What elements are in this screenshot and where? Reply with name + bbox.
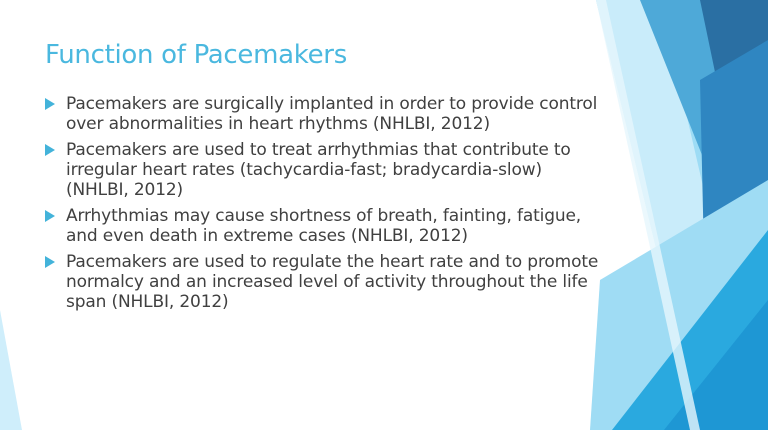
triangle-bullet-icon [45, 144, 55, 156]
bullet-list [45, 94, 605, 318]
bullet-text: Pacemakers are surgically implanted in order to provide control over abnormalities in heart rhythms (NHLBI, 2012) [66, 94, 598, 134]
triangle-bullet-icon [45, 98, 55, 110]
triangle-bullet-icon [45, 210, 55, 222]
bullet-item [45, 140, 605, 200]
bullet-text: Pacemakers are used to treat arrhythmias that contribute to irregular heart rates (tachycardia-fast; bradycardia-slow) (NHLBI, 2012) [66, 140, 571, 200]
bullet-text: Pacemakers are used to regulate the heart rate and to promote normalcy and an increased level of activity throughout the life span (NHLBI, 2012) [66, 252, 599, 312]
triangle-bullet-icon [45, 256, 55, 268]
left-edge-facet [0, 310, 22, 430]
bullet-text: Arrhythmias may cause shortness of breath, fainting, fatigue, and even death in extreme cases (NHLBI, 2012) [66, 206, 582, 246]
bullet-item [45, 94, 605, 134]
slide-title: Function of Pacemakers [45, 40, 347, 70]
bullet-item [45, 206, 605, 246]
bullet-item [45, 252, 605, 312]
